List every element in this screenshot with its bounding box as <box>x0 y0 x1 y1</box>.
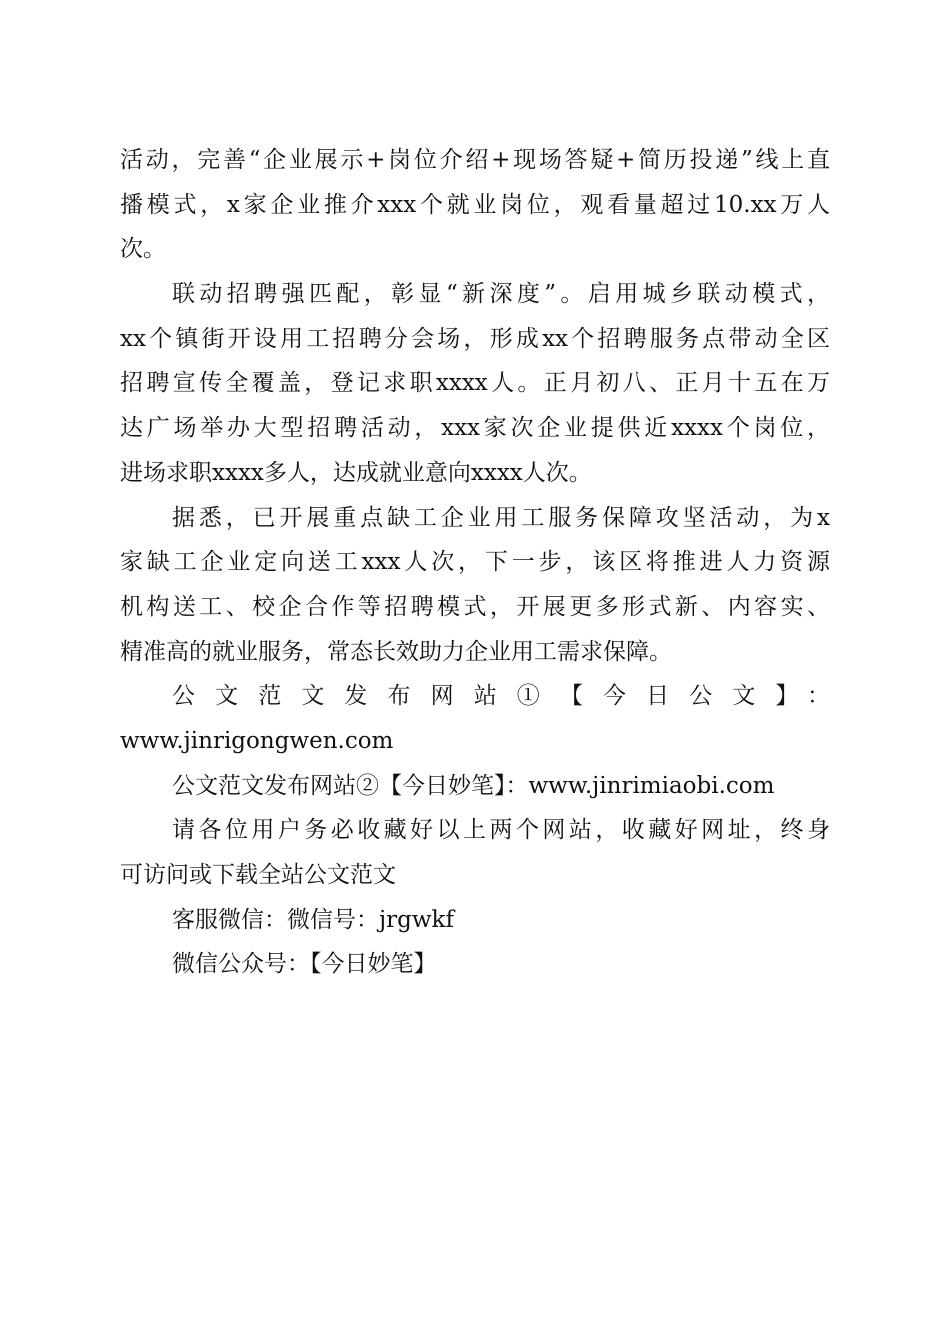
paragraph-first-line: 据悉，已开展重点缺工企业用工服务保障攻坚活动，为x <box>172 504 830 531</box>
text-line: 招聘宣传全覆盖，登记求职xxxx人。正月初八、正月十五在万 <box>120 370 830 397</box>
notice-line-continued: 可访问或下载全站公文范文 <box>120 862 396 888</box>
text-line: 进场求职xxxx多人，达成就业意向xxxx人次。 <box>120 459 592 486</box>
wechat-account-line: 微信公众号：【今日妙笔】 <box>172 951 437 978</box>
text-line: 达广场举办大型招聘活动，xxx家次企业提供近xxxx个岗位， <box>120 415 830 442</box>
text-line: xx个镇街开设用工招聘分会场，形成xx个招聘服务点带动全区 <box>120 325 830 352</box>
document-body <box>120 138 830 987</box>
text-line: 家缺工企业定向送工xxx人次，下一步，该区将推进人力资源 <box>120 549 830 576</box>
text-line: 播模式，x家企业推介xxx个就业岗位，观看量超过10.xx万人 <box>120 191 830 218</box>
website-url-1: www.jinrigongwen.com <box>120 727 394 754</box>
text-line: 活动，完善“企业展示+岗位介绍+现场答疑+简历投递”线上直 <box>120 147 830 173</box>
text-line: 精准高的就业服务，常态长效助力企业用工需求保障。 <box>120 638 672 665</box>
website-line-2: 公文范文发布网站②【今日妙笔】：www.jinrimiaobi.com <box>172 772 775 799</box>
text-line: 次。 <box>120 236 166 263</box>
text-line: 机构送工、校企合作等招聘模式，开展更多形式新、内容实、 <box>120 593 830 620</box>
notice-line: 请各位用户务必收藏好以上两个网站，收藏好网址，终身 <box>172 817 830 844</box>
wechat-service-line: 客服微信：微信号：jrgwkf <box>172 906 454 933</box>
paragraph-first-line: 联动招聘强匹配，彰显“新深度”。启用城乡联动模式， <box>172 281 830 308</box>
website-line-1: 公文范文发布网站①【今日公文】： <box>172 683 830 710</box>
